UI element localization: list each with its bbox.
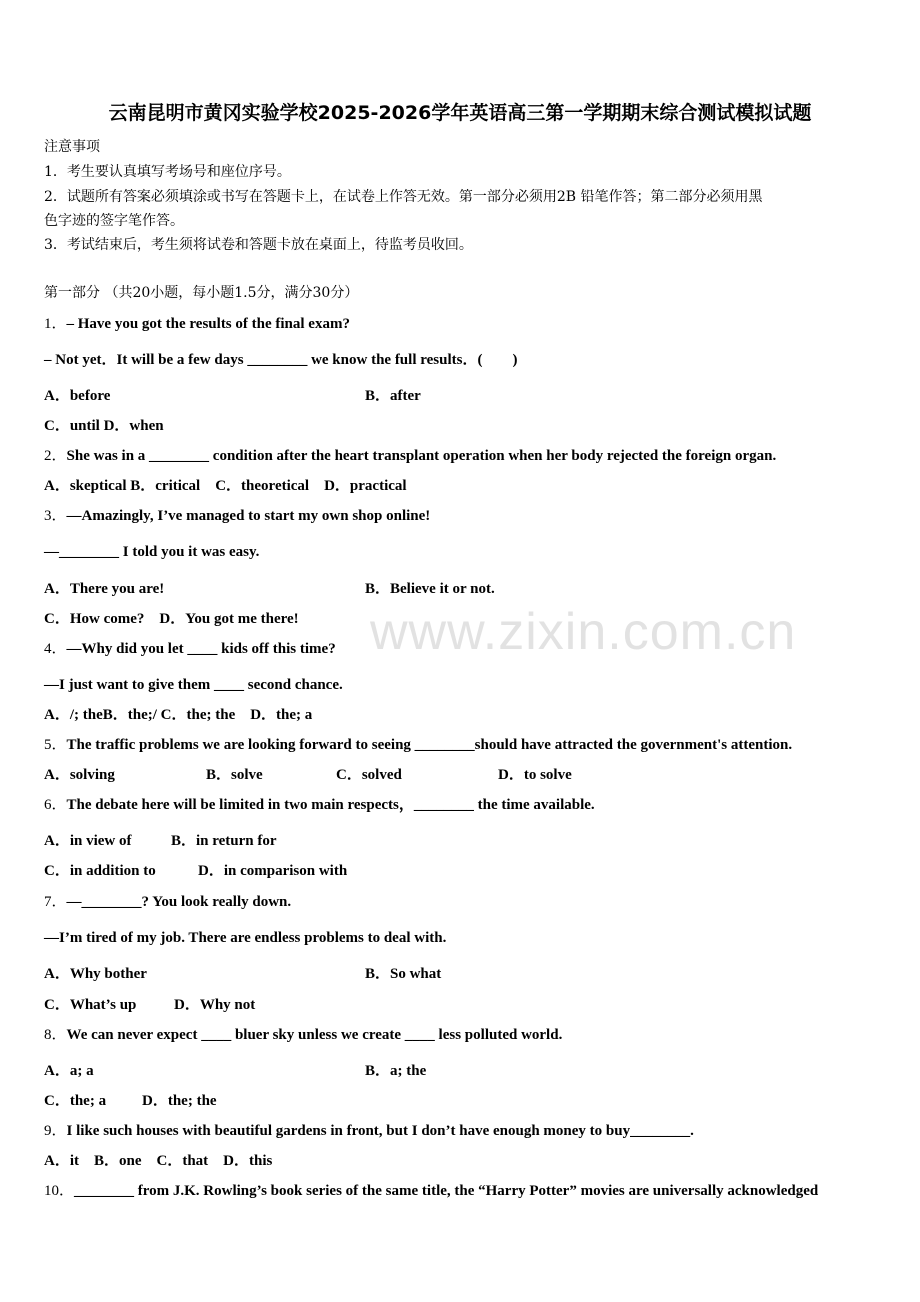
question-text: She was in a ________ condition after the heart transplant operation when her body rejected the foreign organ. (66, 448, 777, 464)
option-c-d: C．How come? D．You got me there! (44, 611, 299, 627)
watermark: www.zixin.com.cn (370, 603, 797, 661)
question-7 (44, 893, 291, 911)
question-8 (44, 1026, 562, 1044)
question-number: 10． (44, 1183, 75, 1199)
exam-title: 云南昆明市黄冈实验学校2025-2026学年英语高三第一学期期末综合测试模拟试题 (108, 102, 812, 124)
option-b: B．in return for (171, 833, 277, 849)
question-text: I like such houses with beautiful gardens in front, but I don’t have enough money to buy________. (66, 1123, 694, 1139)
question-9 (44, 1122, 694, 1140)
option-c-d: C．until D．when (44, 418, 164, 434)
question-2 (44, 447, 776, 465)
question-number: 9． (44, 1123, 67, 1139)
option-b: B．a; the (365, 1063, 427, 1079)
option-d: D．in comparison with (198, 863, 348, 879)
notice-item-1: 1．考生要认真填写考场号和座位序号。 (44, 164, 291, 180)
question-text: ________ from J.K. Rowling’s book series of the same title, the “Harry Potter” movies are universally acknowledged (74, 1183, 819, 1199)
option-d: D．to solve (498, 767, 572, 783)
question-3 (44, 507, 430, 525)
option-c: C．What’s up (44, 997, 137, 1013)
option-a: A．There you are! (44, 581, 165, 597)
question-4 (44, 640, 336, 658)
question-number: 2． (44, 448, 67, 464)
question-6 (44, 796, 595, 814)
question-1-line-2: – Not yet．It will be a few days ________ we know the full results．( ) (44, 352, 518, 368)
option-a: A．before (44, 388, 111, 404)
question-7-line-2: —I’m tired of my job. There are endless problems to deal with. (44, 930, 447, 946)
option-c: C．solved (336, 767, 402, 783)
option-a: A．a; a (44, 1063, 94, 1079)
question-number: 7． (44, 894, 67, 910)
question-number: 8． (44, 1027, 67, 1043)
notice-item-2-cont: 色字迹的签字笔作答。 (44, 213, 184, 229)
question-number: 6． (44, 797, 67, 813)
question-number: 5． (44, 737, 67, 753)
option-a: A．in view of (44, 833, 132, 849)
notice-item-2: 2．试题所有答案必须填涂或书写在答题卡上，在试卷上作答无效。第一部分必须用2B 铅笔作答；第二部分必须用黑 (44, 189, 763, 205)
option-row: A．it B．one C．that D．this (44, 1153, 273, 1169)
notice-item-3: 3．考试结束后，考生须将试卷和答题卡放在桌面上，待监考员收回。 (44, 237, 473, 253)
option-b: B．So what (365, 966, 442, 982)
option-d: D．Why not (174, 997, 256, 1013)
notice-heading: 注意事项 (44, 139, 100, 155)
question-text: We can never expect ____ bluer sky unless we create ____ less polluted world. (66, 1027, 563, 1043)
question-text: The traffic problems we are looking forward to seeing ________should have attracted the government's attention. (66, 737, 793, 753)
option-a: A．Why bother (44, 966, 147, 982)
option-row: A．/; theB．the;/ C．the; the D．the; a (44, 707, 313, 723)
question-text: —Amazingly, I’ve managed to start my own shop online! (66, 508, 431, 524)
option-b: B．Believe it or not. (365, 581, 495, 597)
option-c: C．the; a (44, 1093, 107, 1109)
question-text: The debate here will be limited in two main respects，________ the time available. (66, 797, 595, 813)
question-text: – Have you got the results of the final exam? (66, 316, 350, 332)
question-text: —________? You look really down. (66, 894, 292, 910)
question-number: 3． (44, 508, 67, 524)
question-number: 4． (44, 641, 67, 657)
option-a: A．solving (44, 767, 115, 783)
option-b: B．solve (206, 767, 263, 783)
question-number: 1． (44, 316, 67, 332)
question-5 (44, 736, 792, 754)
question-3-line-2: —________ I told you it was easy. (44, 544, 260, 560)
option-b: B．after (365, 388, 421, 404)
option-c: C．in addition to (44, 863, 156, 879)
question-10 (44, 1182, 818, 1200)
question-4-line-2: —I just want to give them ____ second chance. (44, 677, 343, 693)
option-d: D．the; the (142, 1093, 217, 1109)
question-1 (44, 315, 350, 333)
option-row: A．skeptical B．critical C．theoretical D．practical (44, 478, 407, 494)
section-heading: 第一部分 （共20小题，每小题1.5分，满分30分） (44, 285, 359, 301)
question-text: —Why did you let ____ kids off this time? (66, 641, 336, 657)
